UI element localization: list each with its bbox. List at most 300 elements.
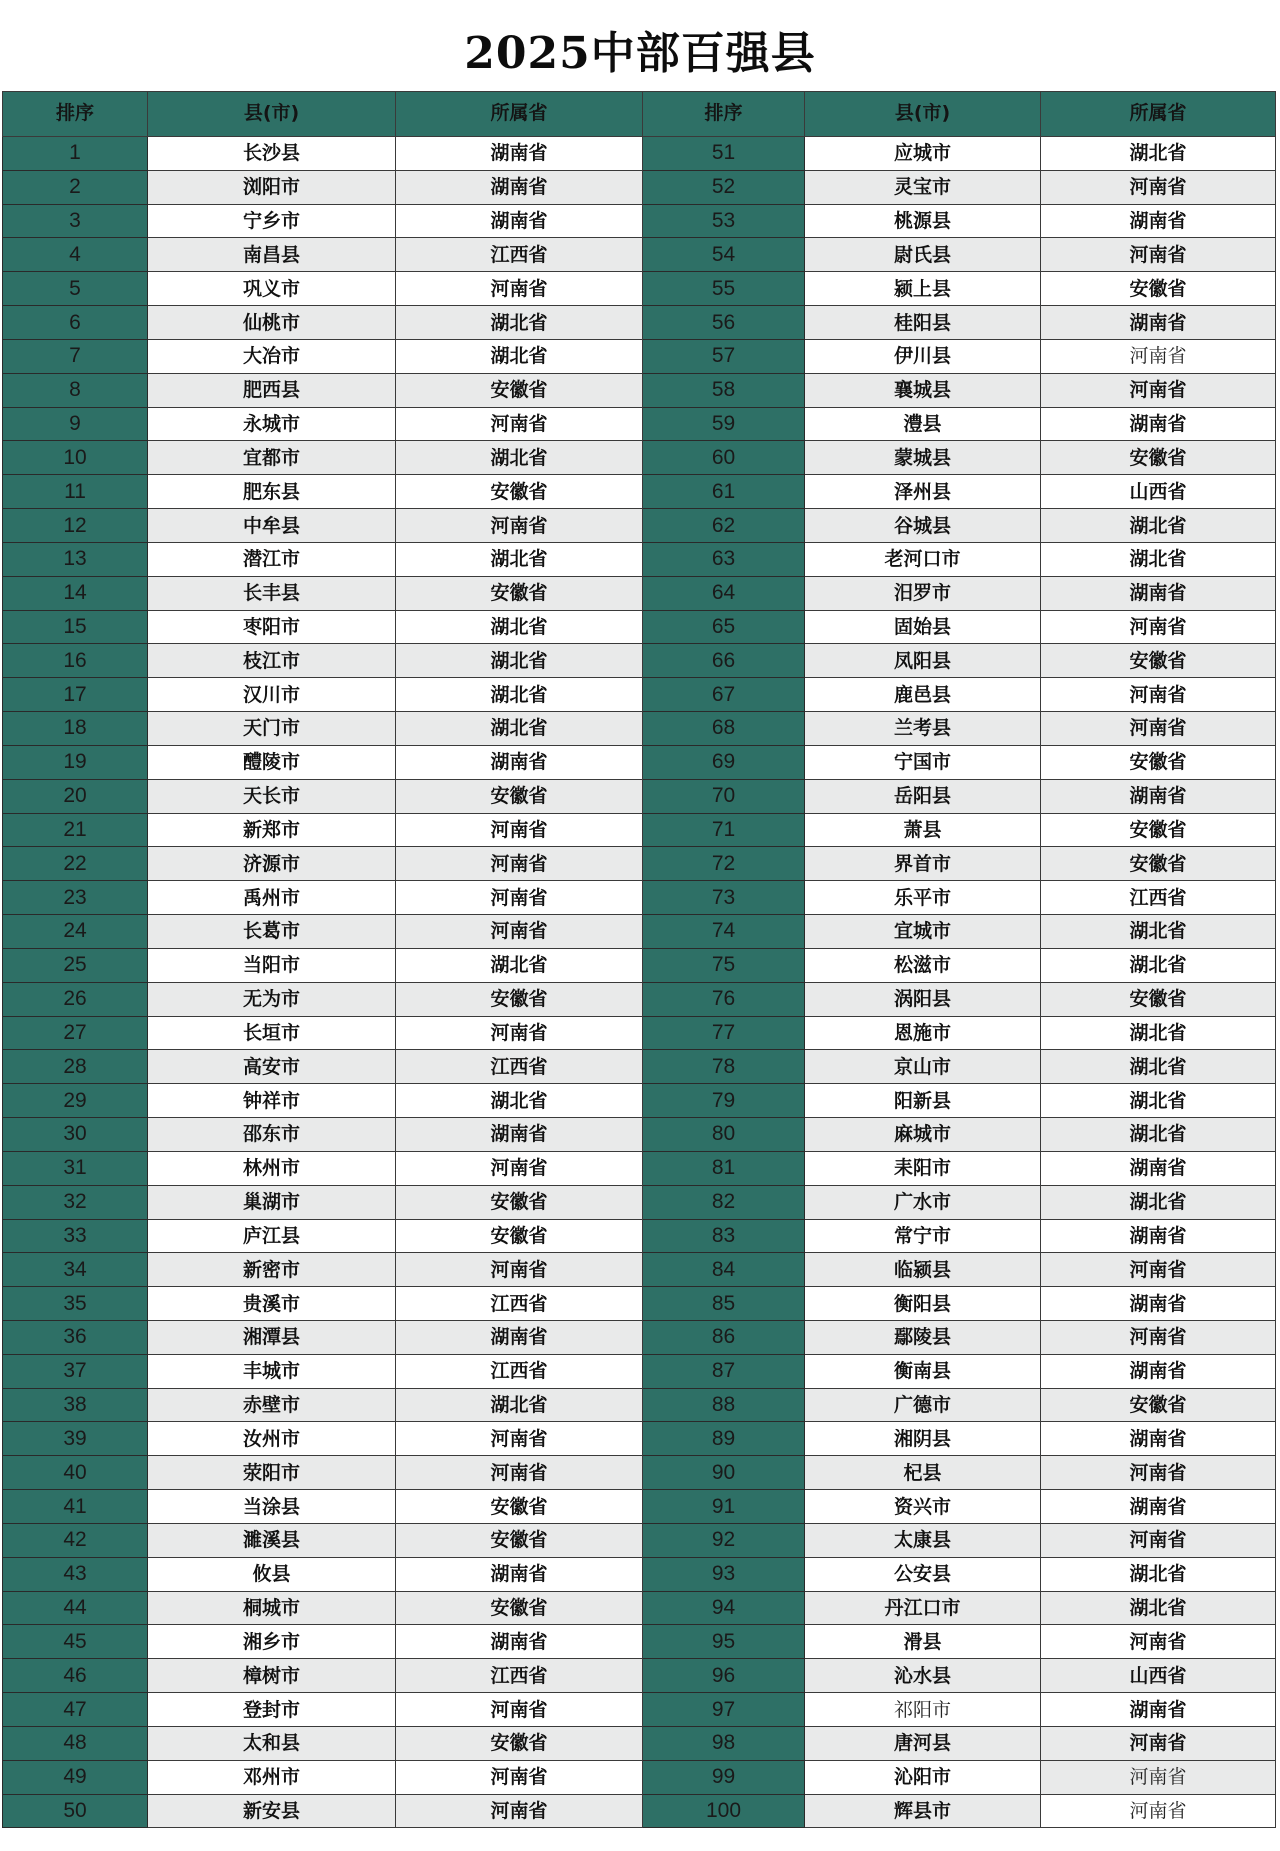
rank-cell-left: 38	[3, 1388, 148, 1422]
province-cell-left: 湖南省	[396, 1625, 643, 1659]
county-name-cell-right: 祁阳市	[805, 1693, 1041, 1727]
table-row	[3, 339, 1276, 373]
county-name-cell-left: 济源市	[148, 847, 396, 881]
province-cell-left: 河南省	[396, 1253, 643, 1287]
county-name-cell-left: 新安县	[148, 1794, 396, 1828]
rank-cell-right: 88	[643, 1388, 805, 1422]
province-cell-left: 河南省	[396, 509, 643, 543]
county-name-cell-left: 天长市	[148, 779, 396, 813]
rank-cell-right: 56	[643, 306, 805, 340]
county-name-cell-left: 无为市	[148, 982, 396, 1016]
county-name-cell-right: 京山市	[805, 1050, 1041, 1084]
county-name-cell-left: 邵东市	[148, 1118, 396, 1152]
county-name-cell-right: 唐河县	[805, 1726, 1041, 1760]
rank-cell-left: 7	[3, 339, 148, 373]
rank-cell-left: 27	[3, 1016, 148, 1050]
table-body	[3, 137, 1276, 1828]
county-name-cell-right: 广德市	[805, 1388, 1041, 1422]
province-cell-left: 安徽省	[396, 982, 643, 1016]
rank-cell-left: 39	[3, 1422, 148, 1456]
county-name-cell-left: 樟树市	[148, 1659, 396, 1693]
province-cell-right: 湖南省	[1041, 1354, 1276, 1388]
county-name-cell-right: 襄城县	[805, 373, 1041, 407]
rank-cell-right: 60	[643, 441, 805, 475]
rank-cell-right: 90	[643, 1456, 805, 1490]
table-row	[3, 1523, 1276, 1557]
county-name-cell-left: 庐江县	[148, 1219, 396, 1253]
province-cell-left: 湖北省	[396, 712, 643, 746]
province-cell-left: 河南省	[396, 813, 643, 847]
rank-cell-right: 96	[643, 1659, 805, 1693]
rank-cell-left: 46	[3, 1659, 148, 1693]
county-name-cell-right: 萧县	[805, 813, 1041, 847]
province-cell-right: 湖南省	[1041, 1219, 1276, 1253]
province-cell-right: 河南省	[1041, 1320, 1276, 1354]
table-row	[3, 1219, 1276, 1253]
rank-cell-right: 79	[643, 1084, 805, 1118]
rank-cell-left: 35	[3, 1287, 148, 1321]
province-cell-left: 湖北省	[396, 441, 643, 475]
table-row	[3, 576, 1276, 610]
county-name-cell-left: 濉溪县	[148, 1523, 396, 1557]
table-row	[3, 542, 1276, 576]
county-name-cell-right: 临颍县	[805, 1253, 1041, 1287]
county-name-cell-right: 太康县	[805, 1523, 1041, 1557]
table-row	[3, 272, 1276, 306]
table-row	[3, 1253, 1276, 1287]
province-cell-right: 河南省	[1041, 170, 1276, 204]
province-cell-left: 湖北省	[396, 339, 643, 373]
rank-cell-right: 83	[643, 1219, 805, 1253]
province-cell-left: 江西省	[396, 238, 643, 272]
county-name-cell-left: 汝州市	[148, 1422, 396, 1456]
county-name-cell-right: 宁国市	[805, 745, 1041, 779]
province-cell-right: 湖北省	[1041, 1557, 1276, 1591]
province-cell-right: 湖南省	[1041, 407, 1276, 441]
province-cell-right: 湖南省	[1041, 576, 1276, 610]
rank-cell-left: 49	[3, 1760, 148, 1794]
province-cell-right: 湖北省	[1041, 1118, 1276, 1152]
rank-cell-left: 20	[3, 779, 148, 813]
province-cell-left: 河南省	[396, 1693, 643, 1727]
province-cell-right: 湖北省	[1041, 509, 1276, 543]
table-row	[3, 948, 1276, 982]
rank-cell-right: 85	[643, 1287, 805, 1321]
province-cell-right: 湖北省	[1041, 542, 1276, 576]
table-header-row	[3, 92, 1276, 137]
province-cell-right: 湖北省	[1041, 1050, 1276, 1084]
province-cell-left: 安徽省	[396, 373, 643, 407]
province-cell-left: 安徽省	[396, 1185, 643, 1219]
province-cell-right: 安徽省	[1041, 1388, 1276, 1422]
county-name-cell-left: 林州市	[148, 1151, 396, 1185]
province-cell-left: 湖北省	[396, 306, 643, 340]
header-rank-right: 排序	[643, 92, 805, 137]
county-name-cell-right: 耒阳市	[805, 1151, 1041, 1185]
page-title: 2025中部百强县	[464, 28, 816, 79]
rank-cell-left: 32	[3, 1185, 148, 1219]
province-cell-left: 安徽省	[396, 1726, 643, 1760]
table-row	[3, 1456, 1276, 1490]
county-name-cell-right: 鄢陵县	[805, 1320, 1041, 1354]
county-name-cell-left: 枝江市	[148, 644, 396, 678]
province-cell-right: 安徽省	[1041, 644, 1276, 678]
province-cell-left: 河南省	[396, 881, 643, 915]
county-name-cell-right: 泽州县	[805, 475, 1041, 509]
rank-cell-right: 93	[643, 1557, 805, 1591]
county-name-cell-left: 湘乡市	[148, 1625, 396, 1659]
province-cell-left: 安徽省	[396, 779, 643, 813]
county-name-cell-left: 肥西县	[148, 373, 396, 407]
province-cell-left: 河南省	[396, 915, 643, 949]
rank-cell-right: 92	[643, 1523, 805, 1557]
rank-cell-left: 50	[3, 1794, 148, 1828]
county-name-cell-right: 颍上县	[805, 272, 1041, 306]
rank-cell-left: 23	[3, 881, 148, 915]
province-cell-left: 安徽省	[396, 475, 643, 509]
province-cell-left: 湖北省	[396, 948, 643, 982]
table-row	[3, 779, 1276, 813]
province-cell-left: 湖南省	[396, 1320, 643, 1354]
province-cell-left: 安徽省	[396, 1591, 643, 1625]
rank-cell-left: 6	[3, 306, 148, 340]
table-row	[3, 475, 1276, 509]
province-cell-right: 湖南省	[1041, 779, 1276, 813]
province-cell-right: 安徽省	[1041, 745, 1276, 779]
rank-cell-right: 80	[643, 1118, 805, 1152]
county-name-cell-left: 南昌县	[148, 238, 396, 272]
county-name-cell-right: 灵宝市	[805, 170, 1041, 204]
county-name-cell-left: 长丰县	[148, 576, 396, 610]
table-row	[3, 1388, 1276, 1422]
rank-cell-right: 76	[643, 982, 805, 1016]
province-cell-left: 江西省	[396, 1354, 643, 1388]
province-cell-left: 河南省	[396, 1456, 643, 1490]
table-row	[3, 1320, 1276, 1354]
province-cell-right: 湖北省	[1041, 915, 1276, 949]
rank-cell-right: 86	[643, 1320, 805, 1354]
county-name-cell-right: 松滋市	[805, 948, 1041, 982]
rank-cell-left: 28	[3, 1050, 148, 1084]
county-name-cell-right: 公安县	[805, 1557, 1041, 1591]
header-county-right: 县(市)	[805, 92, 1041, 137]
county-name-cell-left: 高安市	[148, 1050, 396, 1084]
rank-cell-right: 95	[643, 1625, 805, 1659]
county-name-cell-right: 兰考县	[805, 712, 1041, 746]
province-cell-right: 安徽省	[1041, 441, 1276, 475]
rank-cell-left: 19	[3, 745, 148, 779]
rank-cell-right: 91	[643, 1490, 805, 1524]
table-row	[3, 1287, 1276, 1321]
rank-cell-right: 65	[643, 610, 805, 644]
province-cell-right: 河南省	[1041, 238, 1276, 272]
rank-cell-right: 74	[643, 915, 805, 949]
table-row	[3, 678, 1276, 712]
rank-cell-left: 3	[3, 204, 148, 238]
county-name-cell-right: 衡南县	[805, 1354, 1041, 1388]
rank-cell-left: 12	[3, 509, 148, 543]
rank-cell-right: 54	[643, 238, 805, 272]
province-cell-left: 湖南省	[396, 137, 643, 171]
rank-cell-right: 82	[643, 1185, 805, 1219]
county-name-cell-right: 沁阳市	[805, 1760, 1041, 1794]
county-name-cell-right: 宜城市	[805, 915, 1041, 949]
table-row	[3, 644, 1276, 678]
province-cell-right: 河南省	[1041, 1794, 1276, 1828]
rank-cell-left: 37	[3, 1354, 148, 1388]
province-cell-right: 河南省	[1041, 339, 1276, 373]
rank-cell-left: 43	[3, 1557, 148, 1591]
county-name-cell-left: 钟祥市	[148, 1084, 396, 1118]
county-name-cell-left: 永城市	[148, 407, 396, 441]
rank-cell-right: 75	[643, 948, 805, 982]
rank-cell-right: 100	[643, 1794, 805, 1828]
province-cell-left: 湖北省	[396, 542, 643, 576]
table-row	[3, 1016, 1276, 1050]
county-name-cell-left: 大冶市	[148, 339, 396, 373]
rank-cell-left: 29	[3, 1084, 148, 1118]
header-county-left: 县(市)	[148, 92, 396, 137]
county-name-cell-right: 恩施市	[805, 1016, 1041, 1050]
county-name-cell-right: 固始县	[805, 610, 1041, 644]
county-name-cell-left: 赤壁市	[148, 1388, 396, 1422]
table-row	[3, 1185, 1276, 1219]
county-name-cell-right: 鹿邑县	[805, 678, 1041, 712]
county-name-cell-right: 伊川县	[805, 339, 1041, 373]
rank-cell-right: 78	[643, 1050, 805, 1084]
rank-cell-left: 14	[3, 576, 148, 610]
county-name-cell-left: 荥阳市	[148, 1456, 396, 1490]
county-name-cell-right: 桃源县	[805, 204, 1041, 238]
table-row	[3, 1084, 1276, 1118]
county-name-cell-left: 新密市	[148, 1253, 396, 1287]
rank-cell-right: 77	[643, 1016, 805, 1050]
province-cell-left: 安徽省	[396, 1219, 643, 1253]
county-name-cell-left: 潜江市	[148, 542, 396, 576]
county-name-cell-right: 资兴市	[805, 1490, 1041, 1524]
rank-cell-right: 99	[643, 1760, 805, 1794]
county-name-cell-left: 当阳市	[148, 948, 396, 982]
rank-cell-left: 9	[3, 407, 148, 441]
county-name-cell-right: 辉县市	[805, 1794, 1041, 1828]
rank-cell-left: 21	[3, 813, 148, 847]
rank-cell-right: 66	[643, 644, 805, 678]
rank-cell-right: 98	[643, 1726, 805, 1760]
rank-cell-left: 16	[3, 644, 148, 678]
province-cell-left: 河南省	[396, 1794, 643, 1828]
province-cell-left: 湖南省	[396, 170, 643, 204]
county-name-cell-right: 界首市	[805, 847, 1041, 881]
province-cell-right: 河南省	[1041, 678, 1276, 712]
county-name-cell-left: 长葛市	[148, 915, 396, 949]
table-row	[3, 137, 1276, 171]
table-row	[3, 1050, 1276, 1084]
province-cell-right: 安徽省	[1041, 982, 1276, 1016]
province-cell-left: 湖北省	[396, 1084, 643, 1118]
rank-cell-right: 53	[643, 204, 805, 238]
table-row	[3, 1659, 1276, 1693]
county-name-cell-left: 长垣市	[148, 1016, 396, 1050]
rank-cell-right: 97	[643, 1693, 805, 1727]
county-name-cell-left: 邓州市	[148, 1760, 396, 1794]
province-cell-right: 湖南省	[1041, 1693, 1276, 1727]
province-cell-left: 安徽省	[396, 1523, 643, 1557]
province-cell-right: 湖南省	[1041, 1287, 1276, 1321]
province-cell-right: 河南省	[1041, 1760, 1276, 1794]
rank-cell-right: 67	[643, 678, 805, 712]
rank-cell-right: 59	[643, 407, 805, 441]
rank-cell-right: 71	[643, 813, 805, 847]
county-name-cell-left: 攸县	[148, 1557, 396, 1591]
county-name-cell-left: 新郑市	[148, 813, 396, 847]
province-cell-left: 江西省	[396, 1287, 643, 1321]
province-cell-right: 湖南省	[1041, 1490, 1276, 1524]
county-name-cell-left: 登封市	[148, 1693, 396, 1727]
county-name-cell-left: 汉川市	[148, 678, 396, 712]
province-cell-right: 山西省	[1041, 475, 1276, 509]
rank-cell-left: 25	[3, 948, 148, 982]
rank-cell-left: 44	[3, 1591, 148, 1625]
rank-cell-left: 2	[3, 170, 148, 204]
province-cell-right: 湖南省	[1041, 1422, 1276, 1456]
province-cell-right: 河南省	[1041, 610, 1276, 644]
table-row	[3, 712, 1276, 746]
county-name-cell-right: 桂阳县	[805, 306, 1041, 340]
province-cell-left: 湖南省	[396, 745, 643, 779]
county-name-cell-left: 禹州市	[148, 881, 396, 915]
county-name-cell-right: 澧县	[805, 407, 1041, 441]
rank-cell-right: 51	[643, 137, 805, 171]
county-name-cell-left: 浏阳市	[148, 170, 396, 204]
table-row	[3, 1557, 1276, 1591]
table-row	[3, 915, 1276, 949]
county-name-cell-left: 醴陵市	[148, 745, 396, 779]
province-cell-left: 湖北省	[396, 644, 643, 678]
rank-cell-right: 72	[643, 847, 805, 881]
rank-cell-left: 13	[3, 542, 148, 576]
rank-cell-left: 5	[3, 272, 148, 306]
province-cell-right: 湖南省	[1041, 1151, 1276, 1185]
rank-cell-right: 70	[643, 779, 805, 813]
county-name-cell-right: 乐平市	[805, 881, 1041, 915]
county-name-cell-right: 杞县	[805, 1456, 1041, 1490]
county-name-cell-left: 宜都市	[148, 441, 396, 475]
province-cell-right: 安徽省	[1041, 847, 1276, 881]
county-name-cell-left: 天门市	[148, 712, 396, 746]
table-row	[3, 509, 1276, 543]
rank-cell-left: 40	[3, 1456, 148, 1490]
county-name-cell-left: 丰城市	[148, 1354, 396, 1388]
rank-cell-left: 8	[3, 373, 148, 407]
province-cell-left: 河南省	[396, 407, 643, 441]
rank-cell-right: 62	[643, 509, 805, 543]
rank-cell-right: 73	[643, 881, 805, 915]
province-cell-left: 湖北省	[396, 610, 643, 644]
county-name-cell-right: 阳新县	[805, 1084, 1041, 1118]
province-cell-right: 安徽省	[1041, 272, 1276, 306]
province-cell-right: 湖北省	[1041, 137, 1276, 171]
county-name-cell-right: 湘阴县	[805, 1422, 1041, 1456]
rank-cell-left: 33	[3, 1219, 148, 1253]
rank-cell-right: 81	[643, 1151, 805, 1185]
rank-cell-left: 34	[3, 1253, 148, 1287]
county-name-cell-left: 贵溪市	[148, 1287, 396, 1321]
rank-cell-right: 84	[643, 1253, 805, 1287]
rank-cell-left: 30	[3, 1118, 148, 1152]
rank-cell-right: 89	[643, 1422, 805, 1456]
header-province-right: 所属省	[1041, 92, 1276, 137]
county-name-cell-right: 涡阳县	[805, 982, 1041, 1016]
rank-cell-right: 87	[643, 1354, 805, 1388]
county-name-cell-left: 长沙县	[148, 137, 396, 171]
province-cell-right: 河南省	[1041, 1726, 1276, 1760]
province-cell-left: 河南省	[396, 1422, 643, 1456]
province-cell-right: 河南省	[1041, 1523, 1276, 1557]
province-cell-right: 湖北省	[1041, 948, 1276, 982]
table-row	[3, 1354, 1276, 1388]
table-row	[3, 1625, 1276, 1659]
province-cell-right: 湖北省	[1041, 1591, 1276, 1625]
county-name-cell-left: 桐城市	[148, 1591, 396, 1625]
county-name-cell-left: 宁乡市	[148, 204, 396, 238]
province-cell-right: 河南省	[1041, 1253, 1276, 1287]
rank-cell-right: 94	[643, 1591, 805, 1625]
rank-cell-left: 15	[3, 610, 148, 644]
province-cell-left: 河南省	[396, 1016, 643, 1050]
table-row	[3, 1591, 1276, 1625]
table-row	[3, 306, 1276, 340]
county-name-cell-right: 麻城市	[805, 1118, 1041, 1152]
province-cell-left: 河南省	[396, 272, 643, 306]
table-row	[3, 204, 1276, 238]
county-name-cell-left: 太和县	[148, 1726, 396, 1760]
rank-cell-left: 47	[3, 1693, 148, 1727]
rank-cell-right: 52	[643, 170, 805, 204]
ranking-table	[2, 91, 1276, 1828]
province-cell-left: 湖南省	[396, 1557, 643, 1591]
rank-cell-left: 4	[3, 238, 148, 272]
county-name-cell-right: 蒙城县	[805, 441, 1041, 475]
county-name-cell-right: 衡阳县	[805, 1287, 1041, 1321]
rank-cell-right: 63	[643, 542, 805, 576]
rank-cell-right: 55	[643, 272, 805, 306]
table-row	[3, 881, 1276, 915]
county-name-cell-right: 凤阳县	[805, 644, 1041, 678]
county-name-cell-left: 湘潭县	[148, 1320, 396, 1354]
rank-cell-left: 1	[3, 137, 148, 171]
table-row	[3, 170, 1276, 204]
rank-cell-left: 22	[3, 847, 148, 881]
county-name-cell-left: 巩义市	[148, 272, 396, 306]
rank-cell-left: 41	[3, 1490, 148, 1524]
county-name-cell-left: 巢湖市	[148, 1185, 396, 1219]
table-row	[3, 813, 1276, 847]
province-cell-left: 湖北省	[396, 678, 643, 712]
province-cell-right: 河南省	[1041, 1625, 1276, 1659]
county-name-cell-left: 仙桃市	[148, 306, 396, 340]
county-name-cell-right: 汨罗市	[805, 576, 1041, 610]
county-name-cell-right: 滑县	[805, 1625, 1041, 1659]
county-name-cell-left: 枣阳市	[148, 610, 396, 644]
table-row	[3, 745, 1276, 779]
county-name-cell-right: 丹江口市	[805, 1591, 1041, 1625]
province-cell-right: 湖北省	[1041, 1185, 1276, 1219]
rank-cell-right: 57	[643, 339, 805, 373]
table-row	[3, 1422, 1276, 1456]
county-name-cell-right: 常宁市	[805, 1219, 1041, 1253]
rank-cell-left: 24	[3, 915, 148, 949]
province-cell-right: 安徽省	[1041, 813, 1276, 847]
